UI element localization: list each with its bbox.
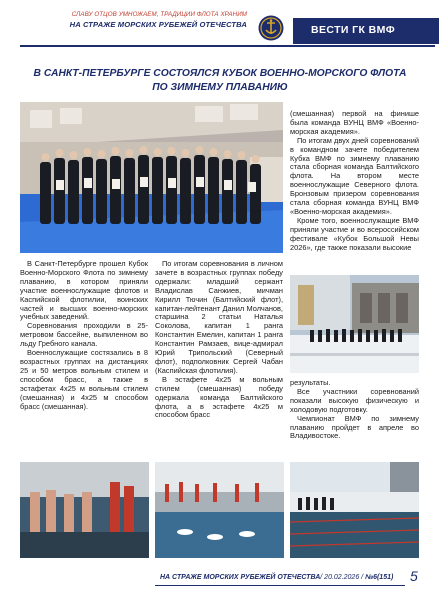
paragraph: (смешанная) первой на финише была команда ВУНЦ ВМФ «Военно-морская академия». — [290, 109, 419, 136]
article-column-2 — [155, 260, 283, 420]
paragraph: результаты. — [290, 378, 331, 387]
paragraph: Соревнования проходили в 25-метровом бассейне, выпиленном во льду Гребного канала. — [20, 321, 148, 349]
section-label: ВЕСТИ ГК ВМФ — [311, 24, 396, 36]
paragraph: Кроме того, военнослужащие ВМФ приняли участие и во всероссийском фестивале «Кубок Большой Невы 2026», где также показали высокие — [290, 215, 419, 252]
paragraph: Военнослужащие состязались в 8 возрастных группах на дистанциях 25 и 50 метров вольным стилем и способом брасс, а также в эстафетах 4х25 м вольным стилем (смешанная) и 4х25 м способом брасс (смешанная). — [20, 348, 148, 411]
page-footer — [0, 568, 439, 590]
header-paper-name: НА СТРАЖЕ МОРСКИХ РУБЕЖЕЙ ОТЕЧЕСТВА — [69, 20, 247, 29]
paragraph: Чемпионат ВМФ по зимнему плаванию пройдет в апреле во Владивостоке. — [290, 413, 419, 441]
paragraph: По итогам соревнования в личном зачете в возрастных группах победу одержали: младший сержант Владислав Санжиев, мичман Кирилл Тючин (Балтийский флот), капитан-лейтенант Данил Молчанов, старшина 2 статьи Наталья Соколова, капитан 1 ранга Константин Емелин, капитан 1 ранга Константин Рамзаев, вице-адмирал Юрий Трипольский (Северный флот), подполковник Сергей Чабан (Каспийская флотилия). — [155, 259, 283, 375]
article-title: В САНКТ-ПЕТЕРБУРГЕ СОСТОЯЛСЯ КУБОК ВОЕННО-МОРСКОГО ФЛОТА ПО ЗИМНЕМУ ПЛАВАНИЮ — [33, 68, 407, 93]
swimmers-photo-2 — [155, 462, 284, 558]
paragraph: Все участники соревнований показали высокую физическую и холодовую подготовку. — [290, 386, 419, 414]
article-column-3-top — [290, 110, 419, 253]
ice-pool-photo — [290, 462, 419, 558]
footer-rule — [155, 585, 405, 586]
header-tagline: СЛАВУ ОТЦОВ УМНОЖАЕМ, ТРАДИЦИИ ФЛОТА ХРАНИМ — [71, 11, 247, 18]
article-column-3-bottom — [290, 379, 419, 441]
team-photo — [20, 102, 283, 253]
page-number: 5 — [410, 568, 418, 584]
footer-paper-name: НА СТРАЖЕ МОРСКИХ РУБЕЖЕЙ ОТЕЧЕСТВА — [160, 574, 321, 581]
paragraph: По итогам двух дней соревнований в командном зачете победителем Кубка ВМФ по зимнему плаванию стала сборная команда Балтийского флота. На втором месте военнослужащие Северного флота. Бронзовым призером соревнования стала сборная команда ВУНЦ ВМФ «Военно-морская академия». — [290, 135, 419, 216]
footer-text — [160, 574, 393, 581]
swimmers-photo-1 — [20, 462, 149, 558]
paragraph: В Санкт-Петербурге прошел Кубок Военно-Морского Флота по зимнему плаванию, в котором приняли участие военнослужащие флотов и Каспийской флотилии, воинских частей и высших военно-морских учебных заведений. — [20, 259, 148, 322]
section-banner — [293, 18, 439, 44]
paragraph: В эстафете 4х25 м вольным стилем (смешанная) победу одержала команда Балтийского флота, а в эстафете 4х25 м способом брасс — [155, 374, 283, 420]
parade-photo — [290, 275, 419, 373]
article-column-1 — [20, 260, 148, 411]
footer-date: / 20.02.2026 / — [320, 574, 366, 581]
page-header — [0, 0, 439, 52]
footer-issue: №6(151) — [365, 574, 394, 581]
header-rule — [20, 45, 435, 47]
navy-emblem-icon — [258, 15, 284, 41]
